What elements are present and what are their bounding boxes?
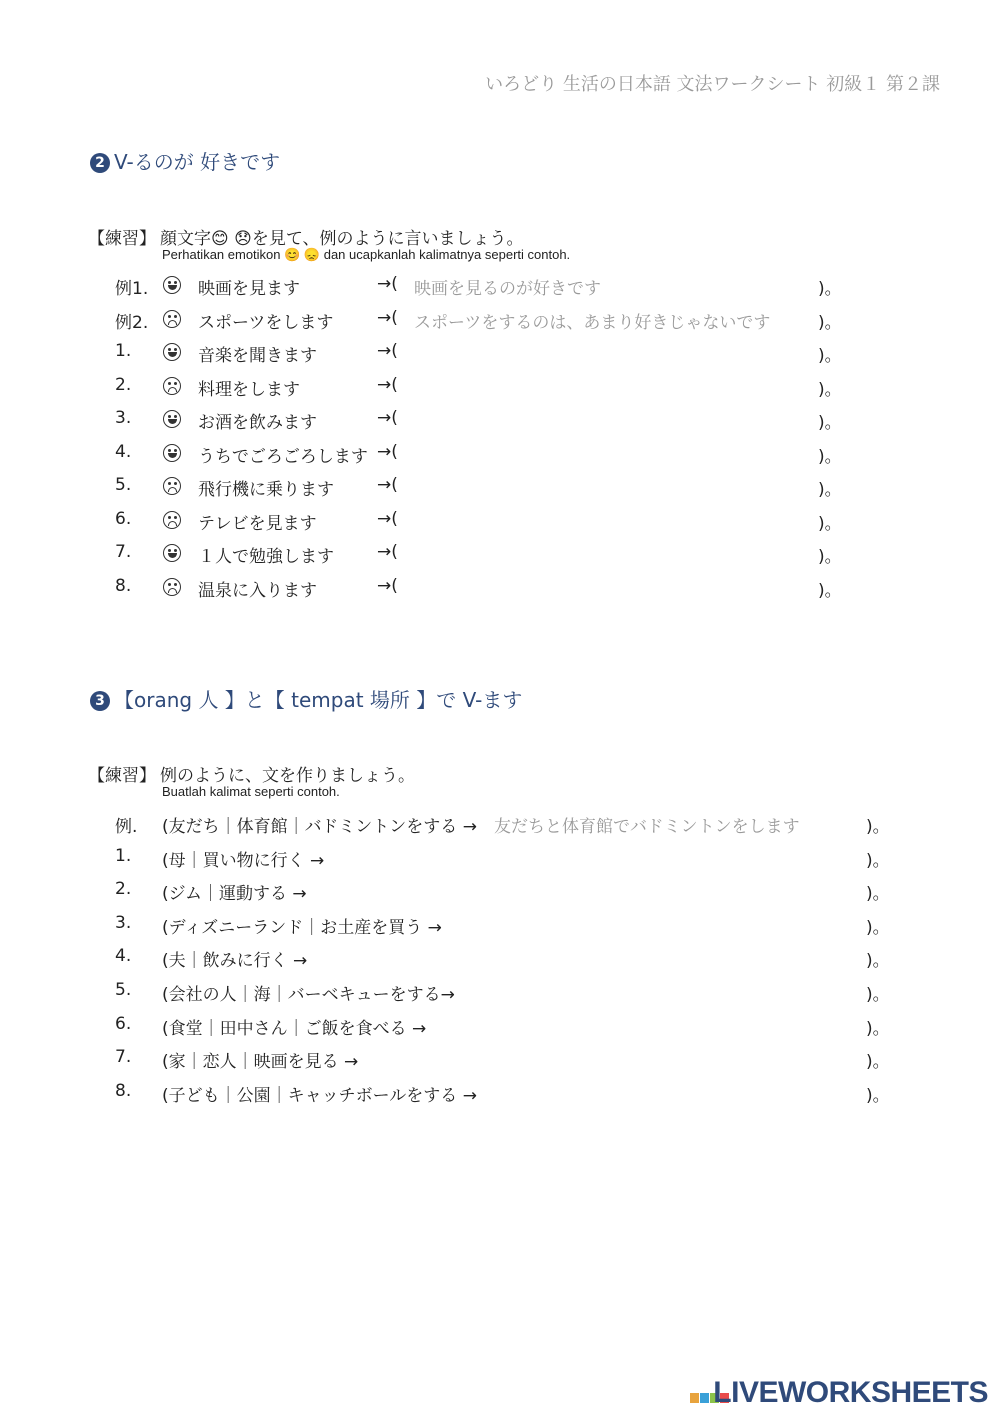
answer-close: )。 (866, 1052, 890, 1073)
arrow-open: →( (377, 575, 398, 596)
arrow-open: →( (377, 374, 398, 395)
answer-close: )。 (866, 1018, 890, 1039)
practice-label: 【練習】 (88, 229, 156, 249)
worksheet-header: いろどり 生活の日本語 文法ワークシート 初級１ 第２課 (485, 74, 940, 95)
item-number: 1. (115, 845, 132, 866)
answer-close: )。 (818, 346, 842, 366)
arrow-open: →( (377, 475, 398, 495)
answer-close: )。 (818, 547, 842, 567)
item-number: 例. (115, 817, 138, 837)
verb-prompt: 温泉に入ります (198, 580, 317, 601)
answer-close: )。 (866, 850, 890, 871)
answer-blank[interactable]: スポーツをするのは、あまり好きじゃないです (414, 312, 771, 333)
instruction-subtitle: Perhatikan emotikon 😊 😞 dan ucapkanlah kalimatnya seperti contoh. (162, 247, 571, 262)
item-number: 例1. (115, 279, 149, 299)
answer-close: )。 (818, 279, 842, 299)
happy-face-icon (163, 444, 181, 462)
item-number: 5. (115, 475, 132, 495)
section-title-text: 【orang 人 】と【 tempat 場所 】で V-ます (114, 688, 523, 712)
sentence-prompt: (子ども｜公園｜キャッチボールをする → (162, 1085, 477, 1106)
liveworksheets-logo-icon (690, 1378, 710, 1400)
happy-face-icon (163, 276, 181, 294)
item-number: 4. (115, 946, 132, 967)
answer-close: )。 (866, 817, 890, 837)
item-number: 2. (115, 879, 132, 900)
answer-close: )。 (818, 580, 842, 601)
verb-prompt: 料理をします (198, 379, 300, 400)
answer-close: )。 (866, 1085, 890, 1106)
sad-face-icon (163, 310, 181, 328)
sentence-prompt: (会社の人｜海｜バーベキューをする→ (162, 985, 455, 1005)
answer-close: )。 (866, 951, 890, 972)
arrow-open: →( (377, 508, 398, 529)
arrow-open: →( (377, 542, 398, 562)
answer-close: )。 (818, 446, 842, 467)
answer-blank[interactable]: 友だちと体育館でバドミントンをします (494, 817, 800, 837)
verb-prompt: 飛行機に乗ります (198, 480, 334, 500)
item-number: 8. (115, 575, 132, 596)
item-number: 3. (115, 912, 132, 933)
item-number: 5. (115, 980, 132, 1000)
sad-face-icon (163, 377, 181, 395)
sentence-prompt: (食堂｜田中さん｜ご飯を食べる → (162, 1018, 427, 1039)
arrow-open: →( (377, 441, 398, 462)
arrow-open: →( (377, 408, 398, 428)
arrow-open: →( (377, 307, 398, 328)
happy-face-icon (163, 544, 181, 562)
sentence-prompt: (ディズニーランド｜お土産を買う → (162, 917, 442, 938)
verb-prompt: 音楽を聞きます (198, 346, 317, 366)
answer-close: )。 (818, 513, 842, 534)
practice-label: 【練習】 (88, 766, 156, 786)
sentence-prompt: (夫｜飲みに行く → (162, 951, 308, 972)
instruction-text: 例のように、文を作りましょう。 (160, 766, 415, 786)
sentence-prompt: (家｜恋人｜映画を見る → (162, 1052, 359, 1073)
item-number: 2. (115, 374, 132, 395)
section-number-badge: 3 (90, 691, 110, 711)
arrow-open: →( (377, 274, 398, 294)
logo-square (690, 1393, 699, 1403)
item-number: 6. (115, 508, 132, 529)
verb-prompt: 映画を見ます (198, 279, 300, 299)
item-number: 3. (115, 408, 132, 428)
section-title-text: V-るのが 好きです (114, 150, 281, 174)
verb-prompt: テレビを見ます (198, 513, 317, 534)
liveworksheets-logo[interactable] (690, 1376, 988, 1410)
verb-prompt: うちでごろごろします (198, 446, 368, 467)
sentence-prompt: (友だち｜体育館｜バドミントンをする → (162, 817, 477, 837)
instruction-text: 顔文字😊 😞を見て、例のように言いましょう。 (160, 229, 524, 249)
sentence-prompt: (ジム｜運動する → (162, 884, 307, 905)
item-number: 例2. (115, 312, 149, 333)
item-number: 1. (115, 341, 132, 361)
logo-text: LIVEWORKSHEETS (713, 1376, 988, 1409)
sad-face-icon (163, 578, 181, 596)
verb-prompt: お酒を飲みます (198, 413, 317, 433)
sentence-prompt: (母｜買い物に行く → (162, 850, 325, 871)
answer-close: )。 (818, 413, 842, 433)
answer-close: )。 (818, 312, 842, 333)
answer-close: )。 (866, 884, 890, 905)
item-number: 8. (115, 1080, 132, 1101)
sad-face-icon (163, 511, 181, 529)
arrow-open: →( (377, 341, 398, 361)
section-3-title (90, 684, 522, 713)
verb-prompt: スポーツをします (198, 312, 334, 333)
answer-close: )。 (818, 379, 842, 400)
section-2-title (90, 146, 280, 175)
item-number: 6. (115, 1013, 132, 1034)
item-number: 7. (115, 1047, 132, 1068)
happy-face-icon (163, 343, 181, 361)
item-number: 4. (115, 441, 132, 462)
section-number-badge: 2 (90, 153, 110, 173)
logo-square (700, 1393, 709, 1403)
answer-close: )。 (866, 917, 890, 938)
verb-prompt: １人で勉強します (198, 547, 334, 567)
item-number: 7. (115, 542, 132, 562)
answer-close: )。 (818, 480, 842, 500)
answer-blank[interactable]: 映画を見るのが好きです (414, 279, 601, 299)
instruction-subtitle: Buatlah kalimat seperti contoh. (162, 784, 340, 799)
happy-face-icon (163, 410, 181, 428)
answer-close: )。 (866, 985, 890, 1005)
sad-face-icon (163, 477, 181, 495)
